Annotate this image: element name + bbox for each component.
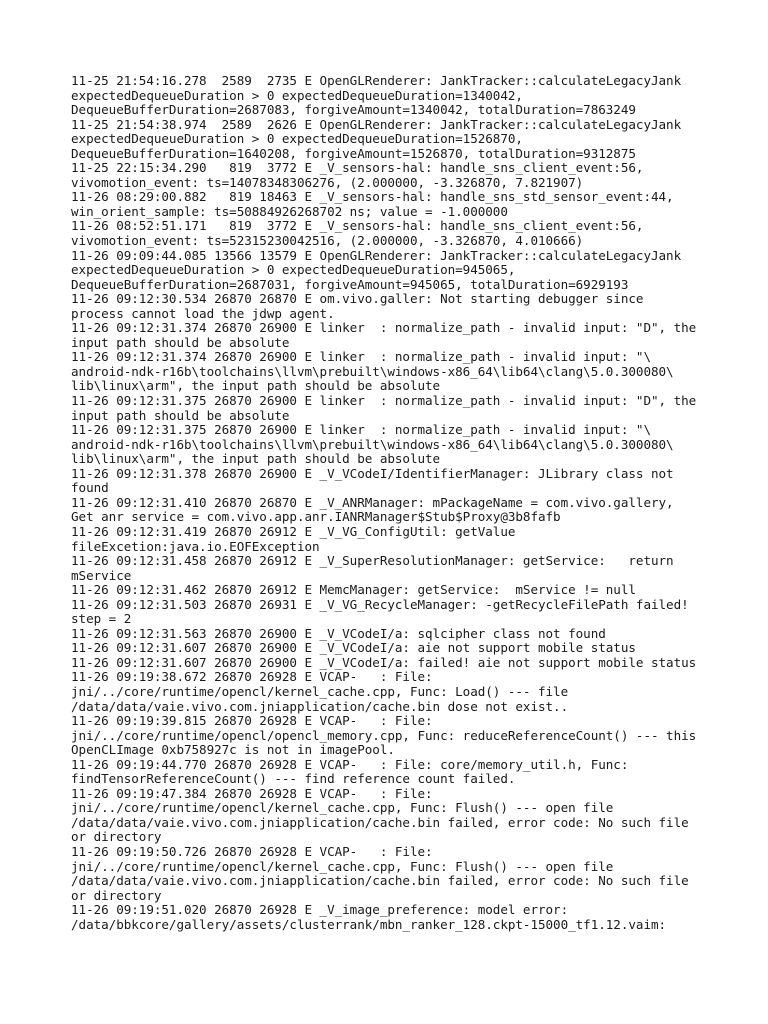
log-line: android-ndk-r16b\toolchains\llvm\prebuilt\windows-x86_64\lib64\clang\5.0.300080\ (71, 436, 674, 452)
log-line: 11-26 09:12:31.374 26870 26900 E linker : normalize_path - invalid input: "D", the (71, 320, 697, 336)
log-line: 11-25 22:15:34.290 819 3772 E _V_sensors-hal: handle_sns_client_event:56, (71, 160, 644, 176)
log-line: /data/data/vaie.vivo.com.jniapplication/cache.bin failed, error code: No such file (71, 873, 689, 889)
log-line: or directory (71, 829, 162, 845)
log-line: input path should be absolute (71, 334, 290, 350)
log-line: /data/data/vaie.vivo.com.jniapplication/cache.bin failed, error code: No such file (71, 814, 689, 830)
log-line: 11-26 09:19:44.770 26870 26928 E VCAP- : File: core/memory_util.h, Func: (71, 756, 629, 772)
log-line: DequeueBufferDuration=1640208, forgiveAmount=1526870, totalDuration=9312875 (71, 145, 636, 161)
log-line: 11-26 09:19:51.020 26870 26928 E _V_image_preference: model error: (71, 902, 569, 918)
log-line: 11-26 09:19:39.815 26870 26928 E VCAP- : File: (71, 713, 433, 729)
log-line: or directory (71, 887, 162, 903)
log-line: expectedDequeueDuration > 0 expectedDequeueDuration=1340042, (71, 87, 523, 103)
log-line: 11-26 09:12:31.607 26870 26900 E _V_VCodeI/a: failed! aie not support mobile status (71, 654, 697, 670)
log-line: 11-26 09:12:31.419 26870 26912 E _V_VG_ConfigUtil: getValue (71, 523, 516, 539)
log-line: 11-26 09:12:31.563 26870 26900 E _V_VCodeI/a: sqlcipher class not found (71, 625, 606, 641)
log-line: jni/../core/runtime/opencl/kernel_cache.cpp, Func: Flush() --- open file (71, 800, 614, 816)
log-line: 11-26 09:12:31.375 26870 26900 E linker : normalize_path - invalid input: "\ (71, 422, 651, 438)
log-line: 11-26 09:19:47.384 26870 26928 E VCAP- : File: (71, 785, 433, 801)
log-line: 11-25 21:54:38.974 2589 2626 E OpenGLRenderer: JankTracker::calculateLegacyJank (71, 116, 682, 132)
log-line: lib\linux\arm", the input path should be absolute (71, 451, 441, 467)
log-line: vivomotion_event: ts=52315230042516, (2.000000, -3.326870, 4.010666) (71, 233, 584, 249)
log-line: 11-26 09:12:31.607 26870 26900 E _V_VCodeI/a: aie not support mobile status (71, 640, 636, 656)
log-line: 11-26 09:12:31.458 26870 26912 E _V_SuperResolutionManager: getService: return (71, 553, 674, 569)
log-line: process cannot load the jdwp agent. (71, 305, 335, 321)
log-line: 11-26 08:29:00.882 819 18463 E _V_sensors-hal: handle_sns_std_sensor_event:44, (71, 189, 674, 205)
log-line: expectedDequeueDuration > 0 expectedDequeueDuration=1526870, (71, 131, 523, 147)
log-line: found (71, 480, 109, 496)
log-line: OpenCLImage 0xb758927c is not in imagePool. (71, 742, 395, 758)
log-line: 11-26 09:09:44.085 13566 13579 E OpenGLRenderer: JankTracker::calculateLegacyJank (71, 247, 682, 263)
log-line: 11-25 21:54:16.278 2589 2735 E OpenGLRenderer: JankTracker::calculateLegacyJank (71, 73, 682, 88)
log-line: /data/data/vaie.vivo.com.jniapplication/cache.bin dose not exist.. (71, 698, 569, 714)
log-line: 11-26 09:12:31.462 26870 26912 E MemcManager: getService: mService != null (71, 582, 636, 598)
log-line: DequeueBufferDuration=2687083, forgiveAmount=1340042, totalDuration=7863249 (71, 102, 636, 118)
log-line: 11-26 09:12:31.378 26870 26900 E _V_VCodeI/IdentifierManager: JLibrary class not (71, 465, 674, 481)
log-line: jni/../core/runtime/opencl/kernel_cache.cpp, Func: Load() --- file (71, 683, 569, 699)
log-line: 11-26 09:12:31.375 26870 26900 E linker : normalize_path - invalid input: "D", the (71, 393, 697, 409)
log-line: findTensorReferenceCount() --- find reference count failed. (71, 771, 516, 787)
log-line: win_orient_sample: ts=50884926268702 ns; value = -1.000000 (71, 203, 508, 219)
log-line: 11-26 09:19:50.726 26870 26928 E VCAP- : File: (71, 843, 433, 859)
log-line: lib\linux\arm", the input path should be absolute (71, 378, 441, 394)
log-line: /data/bbkcore/gallery/assets/clusterrank/mbn_ranker_128.ckpt-15000_tf1.12.vaim: (71, 916, 667, 932)
log-line: 11-26 09:12:30.534 26870 26870 E om.vivo.galler: Not starting debugger since (71, 291, 644, 307)
log-line: mService (71, 567, 132, 583)
log-line: fileExcetion:java.io.EOFException (71, 538, 320, 554)
log-line: vivomotion_event: ts=14078348306276, (2.000000, -3.326870, 7.821907) (71, 174, 584, 190)
log-line: step = 2 (71, 611, 132, 627)
log-line: 11-26 08:52:51.171 819 3772 E _V_sensors-hal: handle_sns_client_event:56, (71, 218, 644, 234)
log-line: 11-26 09:19:38.672 26870 26928 E VCAP- : File: (71, 669, 433, 685)
log-line: android-ndk-r16b\toolchains\llvm\prebuilt\windows-x86_64\lib64\clang\5.0.300080\ (71, 363, 674, 379)
log-line: jni/../core/runtime/opencl/opencl_memory.cpp, Func: reduceReferenceCount() --- this (71, 727, 697, 743)
log-line: 11-26 09:12:31.503 26870 26931 E _V_VG_RecycleManager: -getRecycleFilePath failed! (71, 596, 689, 612)
log-line: input path should be absolute (71, 407, 290, 423)
log-line: jni/../core/runtime/opencl/kernel_cache.cpp, Func: Flush() --- open file (71, 858, 614, 874)
log-line: expectedDequeueDuration > 0 expectedDequeueDuration=945065, (71, 262, 516, 278)
log-text-body (71, 74, 711, 932)
log-line: 11-26 09:12:31.374 26870 26900 E linker : normalize_path - invalid input: "\ (71, 349, 651, 365)
log-line: Get anr service = com.vivo.app.anr.IANRManager$Stub$Proxy@3b8fafb (71, 509, 561, 525)
log-line: 11-26 09:12:31.410 26870 26870 E _V_ANRManager: mPackageName = com.vivo.gallery, (71, 494, 674, 510)
log-line: DequeueBufferDuration=2687031, forgiveAmount=945065, totalDuration=6929193 (71, 276, 629, 292)
